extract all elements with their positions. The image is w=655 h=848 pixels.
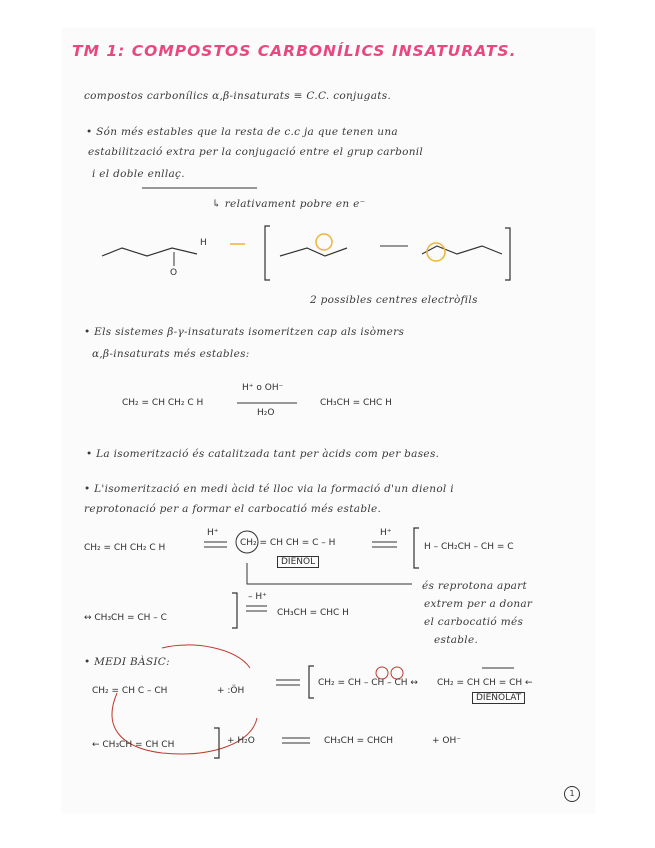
dienol-label: DIENOL (277, 556, 319, 568)
chem-formula: CH₃CH = CHC H (277, 608, 349, 618)
dienolat-label: DIENOLAT (472, 692, 525, 704)
chem-formula: CH₂ = CH CH = C – H (240, 538, 336, 548)
chem-label: H (200, 238, 207, 248)
text-line: • Són més estables que la resta de c.c ja que tenen una (86, 126, 398, 138)
text-line: • L'isomerització en medi àcid té lloc via la formació d'un dienol i (84, 483, 454, 495)
text-line: 2 possibles centres electròfils (310, 294, 478, 306)
chem-condition: H⁺ (207, 528, 219, 538)
chem-formula: + :ÖH (217, 686, 245, 696)
section-heading: • MEDI BÀSIC: (84, 656, 170, 668)
chem-formula: CH₃CH = CHCH (324, 736, 394, 746)
chem-formula: CH₂ = CH CH = CH ← (437, 678, 533, 688)
text-line: estable. (434, 634, 479, 646)
chem-formula: + H₂O (227, 736, 255, 746)
text-line: extrem per a donar (424, 598, 533, 610)
chem-condition: H⁺ o OH⁻ (242, 383, 284, 393)
chem-formula: ↔ CH₃CH = CH – C (84, 613, 167, 623)
text-line: estabilització extra per la conjugació entre el grup carbonil (88, 146, 424, 158)
chem-formula: CH₃CH = CHC H (320, 398, 392, 408)
text-line: α,β-insaturats més estables: (92, 348, 250, 360)
chem-condition: – H⁺ (248, 592, 267, 602)
page-title: TM 1: COMPOSTOS CARBONÍLICS INSATURATS. (72, 42, 517, 60)
chem-formula: + OH⁻ (432, 736, 462, 746)
page-number: 1 (564, 786, 580, 802)
chem-condition: H₂O (257, 408, 275, 418)
text-line: és reprotona apart (422, 580, 528, 592)
text-line: reprotonació per a formar el carbocatió més estable. (84, 503, 382, 515)
text-line: • Els sistemes β-γ-insaturats isomeritzen cap als isòmers (84, 326, 405, 338)
chem-formula: H – CH₂CH – CH = C (424, 542, 514, 552)
text-line: i el doble enllaç. (92, 168, 185, 180)
chem-formula: CH₂ = CH CH₂ C H (84, 543, 166, 553)
chem-formula: ← CH₃CH = CH CH (92, 740, 175, 750)
text-line: compostos carbonílics α,β-insaturats ≡ C.C. conjugats. (84, 90, 392, 102)
chem-label: O (170, 268, 178, 278)
text-line: • La isomerització és catalitzada tant per àcids com per bases. (86, 448, 440, 460)
chem-formula: CH₂ = CH – CH – CH ↔ (318, 678, 418, 688)
chem-condition: H⁺ (380, 528, 392, 538)
chem-formula: CH₂ = CH CH₂ C H (122, 398, 204, 408)
text-line: ↳ relativament pobre en e⁻ (212, 198, 366, 210)
notebook-page (62, 28, 595, 813)
text-line: el carbocatió més (424, 616, 524, 628)
chem-formula: CH₂ = CH C – CH (92, 686, 168, 696)
